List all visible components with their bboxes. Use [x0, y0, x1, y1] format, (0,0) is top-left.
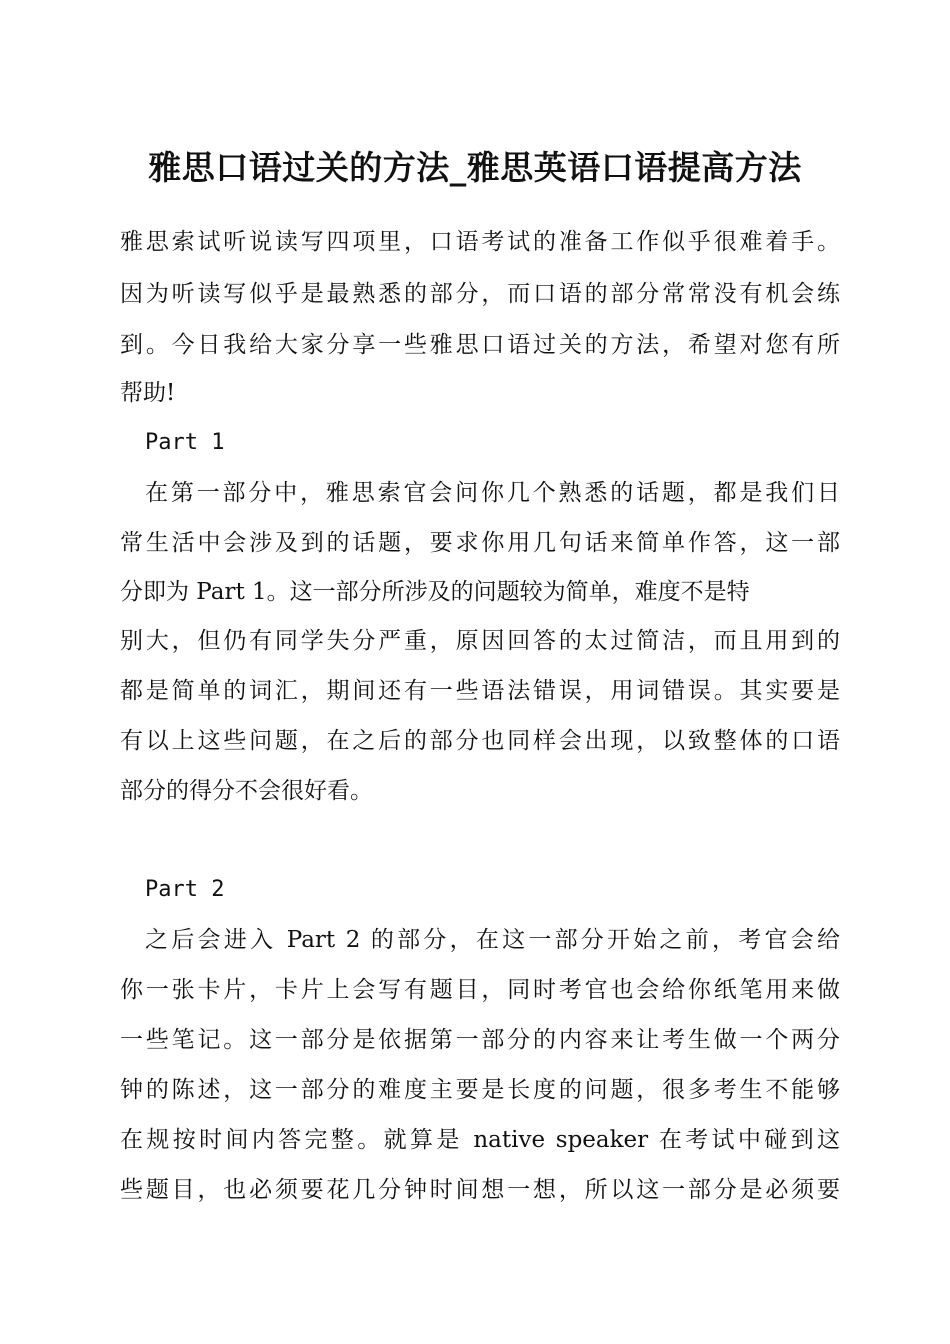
paragraph-line: 钟的陈述，这一部分的难度主要是长度的问题，很多考生不能够 [120, 1077, 840, 1103]
paragraph-line: 常生活中会涉及到的话题，要求你用几句话来简单作答，这一部 [120, 530, 840, 556]
paragraph-line: 你一张卡片，卡片上会写有题目，同时考官也会给你纸笔用来做 [120, 977, 840, 1003]
paragraph-line: 在规按时间内答完整。就算是 native speaker 在考试中碰到这 [120, 1127, 840, 1153]
intro-line: 帮助! [120, 380, 176, 406]
paragraph-line: 之后会进入 Part 2 的部分，在这一部分开始之前，考官会给 [145, 927, 840, 953]
paragraph-line: 部分的得分不会很好看。 [120, 778, 373, 804]
paragraph-line: 别大，但仍有同学失分严重，原因回答的太过简洁，而且用到的 [120, 628, 840, 654]
intro-line: 雅思索试听说读写四项里，口语考试的准备工作似乎很难着手。 [120, 229, 840, 255]
paragraph-line: 分即为 Part 1。这一部分所涉及的问题较为简单，难度不是特 [120, 579, 750, 605]
paragraph-line: 在第一部分中，雅思索官会问你几个熟悉的话题，都是我们日 [145, 480, 840, 506]
document-title: 雅思口语过关的方法_雅思英语口语提高方法 [148, 148, 802, 187]
section-heading-part-2: Part 2 [145, 877, 225, 902]
paragraph-line: 一些笔记。这一部分是依据第一部分的内容来让考生做一个两分 [120, 1027, 840, 1053]
intro-line: 到。今日我给大家分享一些雅思口语过关的方法，希望对您有所 [120, 332, 840, 358]
paragraph-line: 都是简单的词汇，期间还有一些语法错误，用词错误。其实要是 [120, 678, 840, 704]
paragraph-line: 有以上这些问题，在之后的部分也同样会出现，以致整体的口语 [120, 728, 840, 754]
paragraph-line: 些题目，也必须要花几分钟时间想一想，所以这一部分是必须要 [120, 1177, 840, 1203]
intro-line: 因为听读写似乎是最熟悉的部分，而口语的部分常常没有机会练 [120, 281, 840, 307]
section-heading-part-1: Part 1 [145, 430, 225, 455]
